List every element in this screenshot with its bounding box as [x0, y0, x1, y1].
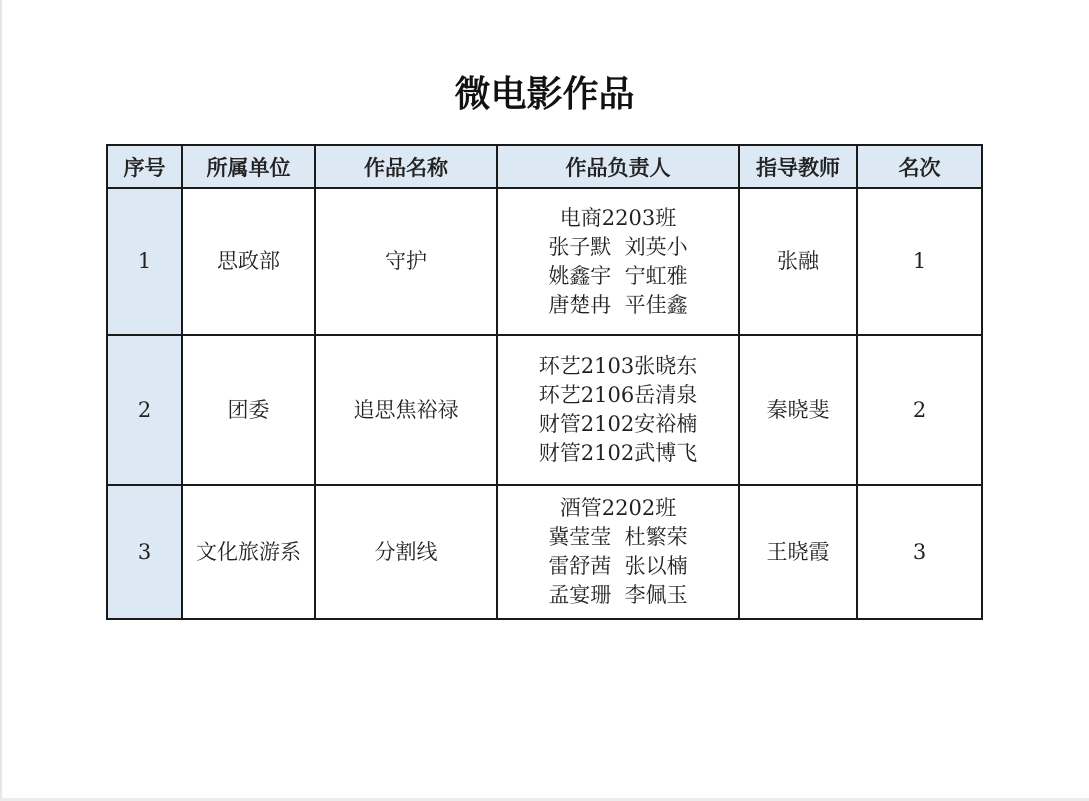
- table-row: [107, 188, 982, 335]
- leader-line: 姚鑫宇 宁虹雅: [548, 263, 688, 288]
- page-edge: [0, 0, 2, 801]
- cell-leaders: [497, 485, 739, 619]
- table-row: [107, 335, 982, 485]
- header-leaders: 作品负责人: [497, 145, 739, 188]
- cell-rank: 2: [857, 335, 982, 485]
- cell-unit: 思政部: [182, 188, 315, 335]
- cell-teacher: 秦晓斐: [739, 335, 857, 485]
- cell-seq: 3: [107, 485, 182, 619]
- cell-rank: 3: [857, 485, 982, 619]
- leader-line: 冀莹莹 杜繁荣: [548, 525, 688, 549]
- cell-work-name: 分割线: [315, 485, 497, 619]
- cell-work-name: 追思焦裕禄: [315, 335, 497, 485]
- cell-unit: 团委: [182, 335, 315, 485]
- header-seq: 序号: [107, 145, 182, 188]
- cell-seq: 1: [107, 188, 182, 335]
- leader-line: 环艺2103张晓东: [538, 354, 698, 378]
- header-work-name: 作品名称: [315, 145, 497, 188]
- cell-teacher: 张融: [739, 188, 857, 335]
- table-row: [107, 485, 982, 619]
- cell-rank: 1: [857, 188, 982, 335]
- leader-line: 电商2203班: [559, 205, 677, 230]
- cell-leaders: [497, 335, 739, 485]
- leader-line: 张子默 刘英小: [548, 234, 688, 259]
- leader-line: 环艺2106岳清泉: [538, 383, 698, 407]
- cell-unit: 文化旅游系: [182, 485, 315, 619]
- cell-leaders: [497, 188, 739, 335]
- leader-line: 唐楚冉 平佳鑫: [548, 292, 688, 317]
- works-table: [106, 144, 983, 620]
- cell-work-name: 守护: [315, 188, 497, 335]
- header-teacher: 指导教师: [739, 145, 857, 188]
- cell-seq: 2: [107, 335, 182, 485]
- cell-teacher: 王晓霞: [739, 485, 857, 619]
- leader-line: 雷舒茜 张以楠: [548, 554, 688, 578]
- leader-line: 财管2102武博飞: [538, 441, 698, 465]
- leader-line: 财管2102安裕楠: [538, 412, 698, 436]
- leader-line: 孟宴珊 李佩玉: [548, 583, 688, 607]
- header-rank: 名次: [857, 145, 982, 188]
- leader-line: 酒管2202班: [559, 496, 677, 520]
- table-header-row: [107, 145, 982, 188]
- document-title: 微电影作品: [454, 74, 635, 115]
- header-unit: 所属单位: [182, 145, 315, 188]
